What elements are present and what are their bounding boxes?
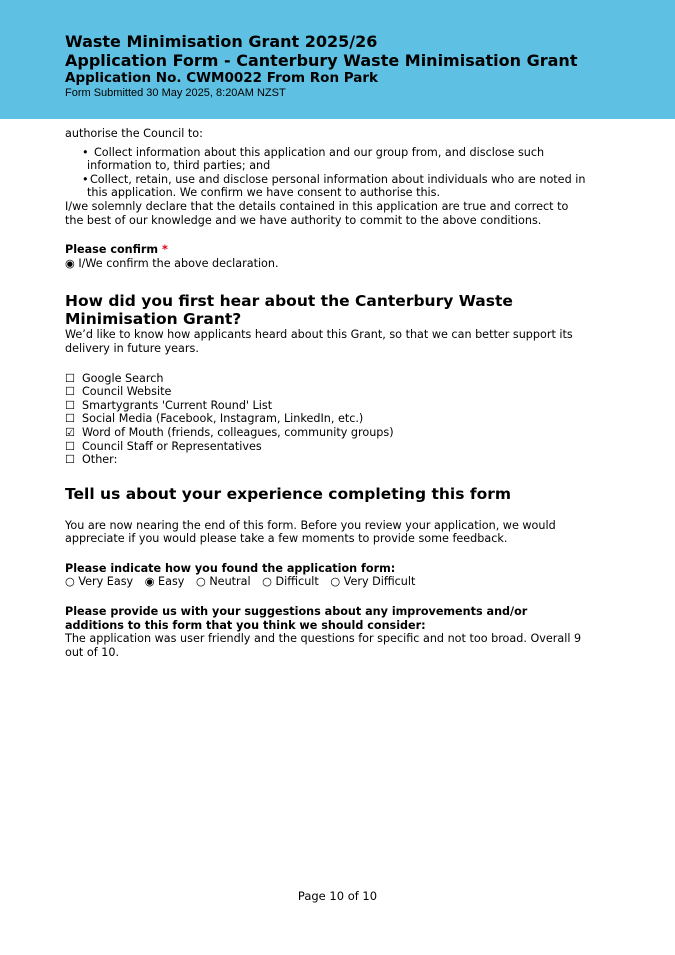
hear-intro-line1: We’d like to know how applicants heard about this Grant, so that we can better support its bbox=[65, 328, 573, 342]
declaration-statement bbox=[65, 200, 605, 227]
declaration-intro: authorise the Council to: bbox=[65, 127, 203, 140]
required-marker: * bbox=[161, 243, 168, 257]
application-number: Application No. CWM0022 From Ron Park bbox=[65, 70, 379, 86]
radio-empty-icon: ○ bbox=[195, 575, 206, 589]
bullet-text-line2: this application. We confirm we have consent to authorise this. bbox=[87, 186, 441, 200]
confirm-label bbox=[65, 243, 605, 257]
checkbox-empty-icon: ☐ bbox=[65, 398, 76, 412]
radio-empty-icon: ○ bbox=[65, 575, 75, 589]
bullet-icon: • bbox=[82, 172, 89, 186]
experience-section-title: Tell us about your experience completing this form bbox=[65, 484, 512, 503]
option-label: Other: bbox=[82, 453, 118, 467]
statement-line2: the best of our knowledge and we have authority to commit to the above conditions. bbox=[65, 213, 542, 227]
checkbox-empty-icon: ☐ bbox=[65, 371, 76, 385]
rating-difficult bbox=[262, 575, 319, 588]
declaration-bullet bbox=[65, 146, 605, 173]
bullet-text-line1: Collect information about this application and our group from, and disclose such bbox=[94, 145, 545, 159]
hear-title-line1: How did you first hear about the Canterbury Waste bbox=[65, 292, 513, 311]
suggestions-answer bbox=[65, 632, 605, 659]
confirm-answer-row bbox=[65, 257, 605, 271]
checkbox-checked-icon: ☑ bbox=[65, 425, 76, 439]
experience-section-intro bbox=[65, 519, 605, 546]
grant-title: Waste Minimisation Grant 2025/26 bbox=[65, 32, 378, 51]
hear-intro-line2: delivery in future years. bbox=[65, 341, 199, 355]
checkbox-empty-icon: ☐ bbox=[65, 439, 76, 453]
experience-intro-line1: You are now nearing the end of this form. Before you review your application, we would bbox=[65, 518, 556, 532]
radio-empty-icon: ○ bbox=[262, 575, 272, 589]
confirm-label-text: Please confirm bbox=[65, 243, 159, 257]
suggestions-label bbox=[65, 605, 605, 632]
rating-very-easy bbox=[65, 575, 133, 588]
bullet-icon: • bbox=[82, 145, 89, 159]
rating-option-label: Difficult bbox=[275, 575, 319, 589]
checkbox-empty-icon: ☐ bbox=[65, 412, 76, 426]
option-label: Google Search bbox=[82, 371, 164, 385]
submitted-timestamp: Form Submitted 30 May 2025, 8:20AM NZST bbox=[65, 87, 286, 99]
option-council-website bbox=[65, 385, 605, 399]
option-label: Smartygrants 'Current Round' List bbox=[82, 398, 273, 412]
rating-label: Please indicate how you found the application form: bbox=[65, 561, 396, 575]
suggestions-label-line1: Please provide us with your suggestions about any improvements and/or bbox=[65, 605, 528, 619]
rating-very-difficult bbox=[330, 575, 415, 588]
confirm-answer: I/We confirm the above declaration. bbox=[78, 256, 279, 270]
page-header bbox=[0, 0, 675, 119]
rating-options bbox=[65, 575, 605, 589]
declaration-bullet bbox=[65, 173, 605, 200]
rating-easy bbox=[145, 575, 185, 588]
experience-intro-line2: appreciate if you would please take a few moments to provide some feedback. bbox=[65, 532, 508, 546]
option-label: Council Staff or Representatives bbox=[82, 439, 262, 453]
checkbox-empty-icon: ☐ bbox=[65, 453, 76, 467]
option-other bbox=[65, 453, 605, 467]
hear-section-title bbox=[65, 292, 605, 328]
option-label: Social Media (Facebook, Instagram, LinkedIn, etc.) bbox=[82, 412, 364, 426]
hear-options-list bbox=[65, 372, 605, 467]
form-title: Application Form - Canterbury Waste Minimisation Grant bbox=[65, 51, 578, 70]
suggestions-answer-line1: The application was user friendly and the questions for specific and not too broad. Overall 9 bbox=[65, 632, 582, 646]
suggestions-answer-line2: out of 10. bbox=[65, 645, 120, 659]
declaration-bullets bbox=[65, 146, 605, 200]
bullet-text-line2: information to, third parties; and bbox=[87, 159, 271, 173]
option-council-staff bbox=[65, 440, 605, 454]
option-label: Council Website bbox=[82, 385, 172, 399]
radio-selected-icon: ◉ bbox=[144, 575, 155, 589]
rating-neutral bbox=[196, 575, 251, 588]
statement-line1: I/we solemnly declare that the details contained in this application are true and correct to bbox=[65, 199, 569, 213]
radio-empty-icon: ○ bbox=[330, 575, 341, 589]
rating-option-label: Neutral bbox=[209, 575, 251, 589]
rating-option-label: Very Easy bbox=[78, 575, 134, 589]
checkbox-empty-icon: ☐ bbox=[65, 385, 76, 399]
radio-selected-icon: ◉ bbox=[65, 256, 75, 270]
option-smartygrants bbox=[65, 399, 605, 413]
suggestions-label-line2: additions to this form that you think we should consider: bbox=[65, 618, 426, 632]
rating-option-label: Very Difficult bbox=[343, 575, 416, 589]
option-word-of-mouth bbox=[65, 426, 605, 440]
option-label: Word of Mouth (friends, colleagues, community groups) bbox=[82, 425, 394, 439]
rating-option-label: Easy bbox=[158, 575, 185, 589]
page-number: Page 10 of 10 bbox=[297, 889, 378, 903]
form-content bbox=[65, 127, 605, 659]
bullet-text-line1: Collect, retain, use and disclose personal information about individuals who are noted in bbox=[90, 172, 586, 186]
option-social-media bbox=[65, 412, 605, 426]
hear-section-intro bbox=[65, 328, 605, 355]
hear-title-line2: Minimisation Grant? bbox=[65, 310, 242, 329]
option-google-search bbox=[65, 372, 605, 386]
